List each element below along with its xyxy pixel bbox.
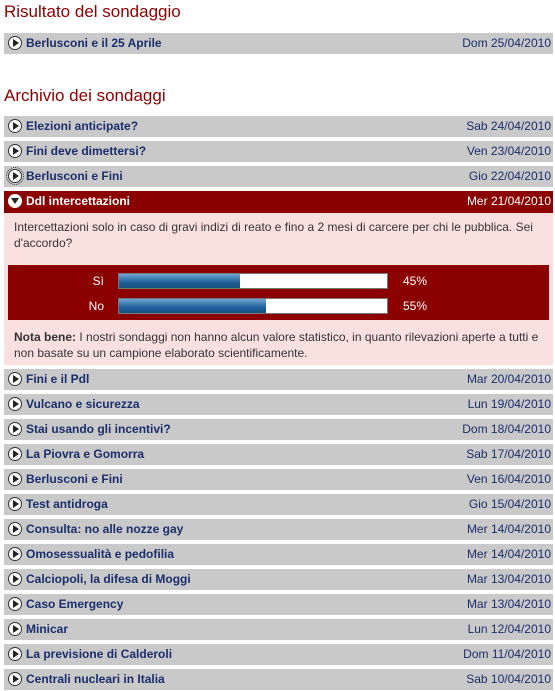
archive-poll-row[interactable] bbox=[4, 544, 553, 566]
open-poll-title[interactable]: Ddl intercettazioni bbox=[26, 194, 131, 208]
poll-date: Ven 16/04/2010 bbox=[466, 472, 551, 486]
poll-date: Gio 22/04/2010 bbox=[468, 169, 551, 183]
poll-date: Mer 14/04/2010 bbox=[466, 522, 551, 536]
poll-title[interactable]: Centrali nucleari in Italia bbox=[26, 672, 165, 686]
archive-poll-row[interactable] bbox=[4, 394, 553, 416]
poll-title[interactable]: Berlusconi e il 25 Aprile bbox=[26, 36, 162, 50]
poll-title[interactable]: Minicar bbox=[26, 622, 69, 636]
play-arrow-icon bbox=[8, 169, 22, 183]
answer-bar-fill-yes bbox=[119, 274, 240, 288]
disclaimer-note bbox=[14, 329, 549, 361]
poll-date: Gio 15/04/2010 bbox=[468, 497, 551, 511]
poll-date: Ven 23/04/2010 bbox=[466, 144, 551, 158]
poll-date: Mar 20/04/2010 bbox=[466, 372, 551, 386]
play-arrow-icon bbox=[8, 36, 22, 50]
play-arrow-icon bbox=[8, 422, 22, 436]
archive-poll-row[interactable] bbox=[4, 594, 553, 616]
poll-title[interactable]: Elezioni anticipate? bbox=[26, 119, 139, 133]
archive-poll-row[interactable] bbox=[4, 494, 553, 516]
archive-poll-row[interactable] bbox=[4, 644, 553, 666]
poll-date: Dom 18/04/2010 bbox=[462, 422, 551, 436]
archive-poll-row[interactable] bbox=[4, 141, 553, 163]
archive-poll-row[interactable] bbox=[4, 569, 553, 591]
poll-date: Sab 17/04/2010 bbox=[466, 447, 551, 461]
poll-date: Dom 11/04/2010 bbox=[463, 647, 551, 661]
archive-poll-row[interactable] bbox=[4, 116, 553, 138]
open-poll-body bbox=[4, 213, 553, 365]
play-arrow-icon bbox=[8, 647, 22, 661]
poll-title[interactable]: Calciopoli, la difesa di Moggi bbox=[26, 572, 191, 586]
play-arrow-icon bbox=[8, 372, 22, 386]
archive-poll-row[interactable] bbox=[4, 444, 553, 466]
result-poll-row[interactable] bbox=[4, 33, 553, 55]
archive-poll-row[interactable] bbox=[4, 469, 553, 491]
poll-title[interactable]: Berlusconi e Fini bbox=[26, 169, 123, 183]
play-arrow-icon bbox=[8, 119, 22, 133]
note-label: Nota bene: bbox=[14, 330, 77, 344]
play-arrow-icon bbox=[8, 472, 22, 486]
play-arrow-icon bbox=[8, 447, 22, 461]
open-poll-date: Mer 21/04/2010 bbox=[466, 194, 551, 208]
answer-bar-yes bbox=[118, 273, 388, 289]
play-arrow-icon bbox=[8, 572, 22, 586]
play-arrow-icon bbox=[8, 144, 22, 158]
answer-bar-no bbox=[118, 298, 388, 314]
answer-percent-yes: 45% bbox=[403, 274, 428, 288]
play-arrow-icon bbox=[8, 622, 22, 636]
note-text: I nostri sondaggi non hanno alcun valore statistico, in quanto rilevazioni aperte a tutti e non basate su un campione elaborato scientificamente. bbox=[14, 330, 539, 360]
play-arrow-icon bbox=[8, 672, 22, 686]
poll-title[interactable]: Omosessualità e pedofilia bbox=[26, 547, 175, 561]
answer-bar-fill-no bbox=[119, 299, 266, 313]
collapse-arrow-icon bbox=[8, 194, 22, 208]
play-arrow-icon bbox=[8, 522, 22, 536]
archive-poll-row[interactable] bbox=[4, 669, 553, 691]
play-arrow-icon bbox=[8, 397, 22, 411]
poll-title[interactable]: Fini e il Pdl bbox=[26, 372, 90, 386]
poll-date: Lun 12/04/2010 bbox=[467, 622, 551, 636]
poll-title[interactable]: La Piovra e Gomorra bbox=[26, 447, 145, 461]
archive-poll-row[interactable] bbox=[4, 419, 553, 441]
poll-title[interactable]: Test antidroga bbox=[26, 497, 108, 511]
poll-date: Mer 14/04/2010 bbox=[466, 547, 551, 561]
poll-title[interactable]: Fini deve dimettersi? bbox=[26, 144, 147, 158]
play-arrow-icon bbox=[8, 497, 22, 511]
poll-title[interactable]: Vulcano e sicurezza bbox=[26, 397, 140, 411]
poll-date: Lun 19/04/2010 bbox=[467, 397, 551, 411]
archive-heading: Archivio dei sondaggi bbox=[4, 86, 166, 105]
poll-title[interactable]: La previsione di Calderoli bbox=[26, 647, 173, 661]
answer-percent-no: 55% bbox=[403, 299, 428, 313]
poll-title[interactable]: Consulta: no alle nozze gay bbox=[26, 522, 184, 536]
open-poll-header[interactable] bbox=[4, 191, 553, 213]
answer-label-yes: Sì bbox=[92, 274, 104, 288]
poll-date: Sab 10/04/2010 bbox=[466, 672, 551, 686]
poll-date: Sab 24/04/2010 bbox=[466, 119, 551, 133]
play-arrow-icon bbox=[8, 597, 22, 611]
archive-poll-row[interactable] bbox=[4, 519, 553, 541]
play-arrow-icon bbox=[8, 547, 22, 561]
poll-results bbox=[8, 265, 549, 320]
poll-title[interactable]: Caso Emergency bbox=[26, 597, 124, 611]
poll-title[interactable]: Berlusconi e Fini bbox=[26, 472, 123, 486]
poll-question: Intercettazioni solo in caso di gravi indizi di reato e fino a 2 mesi di carcere per chi le pubblica. Sei d'accordo? bbox=[14, 220, 533, 250]
answer-label-no: No bbox=[88, 299, 104, 313]
poll-date: Mar 13/04/2010 bbox=[466, 597, 551, 611]
result-heading: Risultato del sondaggio bbox=[4, 2, 181, 21]
poll-date: Dom 25/04/2010 bbox=[462, 36, 551, 50]
archive-poll-row[interactable] bbox=[4, 166, 553, 188]
poll-date: Mar 13/04/2010 bbox=[466, 572, 551, 586]
poll-title[interactable]: Stai usando gli incentivi? bbox=[26, 422, 171, 436]
archive-poll-row[interactable] bbox=[4, 369, 553, 391]
archive-poll-row[interactable] bbox=[4, 619, 553, 641]
